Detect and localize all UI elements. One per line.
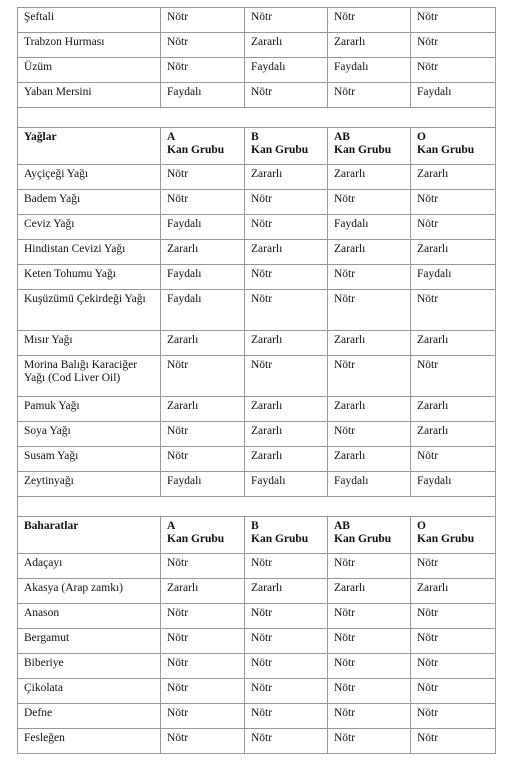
- rating-cell-ab: Nötr: [328, 729, 411, 754]
- rating-cell-o: Nötr: [411, 190, 496, 215]
- table-row: [18, 33, 496, 58]
- food-name-cell: Morina Balığı Karaciğer Yağı (Cod Liver Oil): [18, 356, 161, 397]
- header-line: Kan Grubu: [167, 533, 225, 545]
- header-cell-name: Baharatlar: [18, 517, 161, 554]
- rating-cell-a: Nötr: [161, 554, 245, 579]
- food-name-cell: Ayçiçeği Yağı: [18, 165, 161, 190]
- food-name-cell: Badem Yağı: [18, 190, 161, 215]
- table-row: [18, 331, 496, 356]
- table-row: [18, 729, 496, 754]
- rating-cell-o: Nötr: [411, 729, 496, 754]
- rating-cell-ab: Zararlı: [328, 33, 411, 58]
- food-name-cell: Trabzon Hurması: [18, 33, 161, 58]
- header-line: Kan Grubu: [417, 533, 475, 545]
- rating-cell-ab: Nötr: [328, 629, 411, 654]
- food-name-cell: Ceviz Yağı: [18, 215, 161, 240]
- food-name-cell: Bergamut: [18, 629, 161, 654]
- rating-cell-a: Nötr: [161, 654, 245, 679]
- table-row: [18, 356, 496, 397]
- rating-cell-a: Nötr: [161, 190, 245, 215]
- food-name-cell: Yaban Mersini: [18, 83, 161, 108]
- header-line: O: [417, 520, 426, 532]
- rating-cell-ab: Nötr: [328, 265, 411, 290]
- rating-cell-ab: Nötr: [328, 654, 411, 679]
- rating-cell-o: Nötr: [411, 604, 496, 629]
- rating-cell-a: Nötr: [161, 679, 245, 704]
- rating-cell-a: Nötr: [161, 8, 245, 33]
- table-row: [18, 265, 496, 290]
- food-name-cell: Akasya (Arap zamkı): [18, 579, 161, 604]
- food-name-cell: Pamuk Yağı: [18, 397, 161, 422]
- rating-cell-ab: Zararlı: [328, 447, 411, 472]
- rating-cell-o: Nötr: [411, 554, 496, 579]
- table-row: [18, 422, 496, 447]
- rating-cell-b: Zararlı: [245, 240, 328, 265]
- rating-cell-b: Zararlı: [245, 579, 328, 604]
- rating-cell-a: Faydalı: [161, 290, 245, 331]
- rating-cell-b: Nötr: [245, 190, 328, 215]
- table-row: [18, 554, 496, 579]
- food-name-cell: Keten Tohumu Yağı: [18, 265, 161, 290]
- rating-cell-ab: Nötr: [328, 356, 411, 397]
- table-body: [18, 8, 496, 754]
- rating-cell-b: Zararlı: [245, 422, 328, 447]
- rating-cell-a: Faydalı: [161, 215, 245, 240]
- table-row: [18, 629, 496, 654]
- rating-cell-b: Nötr: [245, 704, 328, 729]
- rating-cell-a: Nötr: [161, 604, 245, 629]
- food-name-cell: Çikolata: [18, 679, 161, 704]
- food-name-cell: Biberiye: [18, 654, 161, 679]
- rating-cell-ab: Zararlı: [328, 397, 411, 422]
- rating-cell-o: Zararlı: [411, 397, 496, 422]
- rating-cell-ab: Zararlı: [328, 579, 411, 604]
- rating-cell-ab: Nötr: [328, 8, 411, 33]
- rating-cell-b: Zararlı: [245, 33, 328, 58]
- rating-cell-ab: Nötr: [328, 604, 411, 629]
- section-spacer-row: [18, 497, 496, 517]
- rating-cell-o: Nötr: [411, 356, 496, 397]
- table-row: [18, 579, 496, 604]
- table-row: [18, 165, 496, 190]
- header-line: O: [417, 131, 426, 143]
- rating-cell-b: Nötr: [245, 83, 328, 108]
- rating-cell-b: Zararlı: [245, 447, 328, 472]
- food-name-cell: Soya Yağı: [18, 422, 161, 447]
- food-name-cell: Şeftali: [18, 8, 161, 33]
- food-name-cell: Kuşüzümü Çekirdeği Yağı: [18, 290, 161, 331]
- table-row: [18, 215, 496, 240]
- rating-cell-a: Nötr: [161, 356, 245, 397]
- header-cell-o: [411, 128, 496, 165]
- header-cell-a: [161, 517, 245, 554]
- table-row: [18, 240, 496, 265]
- rating-cell-b: Zararlı: [245, 331, 328, 356]
- rating-cell-a: Zararlı: [161, 331, 245, 356]
- section-spacer-row: [18, 108, 496, 128]
- rating-cell-a: Nötr: [161, 58, 245, 83]
- rating-cell-b: Nötr: [245, 629, 328, 654]
- document-page: [17, 7, 496, 754]
- header-line: B: [251, 520, 259, 532]
- rating-cell-ab: Zararlı: [328, 165, 411, 190]
- section-header-row: [18, 128, 496, 165]
- rating-cell-b: Nötr: [245, 729, 328, 754]
- header-cell-ab: [328, 128, 411, 165]
- table-row: [18, 397, 496, 422]
- rating-cell-o: Zararlı: [411, 165, 496, 190]
- rating-cell-o: Zararlı: [411, 240, 496, 265]
- rating-cell-ab: Nötr: [328, 679, 411, 704]
- header-line: Kan Grubu: [417, 144, 475, 156]
- food-name-cell: Zeytinyağı: [18, 472, 161, 497]
- rating-cell-b: Nötr: [245, 215, 328, 240]
- food-name-cell: Fesleğen: [18, 729, 161, 754]
- table-row: [18, 290, 496, 331]
- rating-cell-ab: Nötr: [328, 554, 411, 579]
- table-row: [18, 604, 496, 629]
- header-line: Kan Grubu: [334, 533, 392, 545]
- rating-cell-o: Nötr: [411, 215, 496, 240]
- food-name-cell: Hindistan Cevizi Yağı: [18, 240, 161, 265]
- header-cell-b: [245, 128, 328, 165]
- table-row: [18, 472, 496, 497]
- food-name-cell: Adaçayı: [18, 554, 161, 579]
- rating-cell-o: Faydalı: [411, 472, 496, 497]
- header-cell-ab: [328, 517, 411, 554]
- rating-cell-b: Nötr: [245, 654, 328, 679]
- rating-cell-a: Faydalı: [161, 472, 245, 497]
- table-row: [18, 654, 496, 679]
- rating-cell-a: Zararlı: [161, 579, 245, 604]
- rating-cell-a: Nötr: [161, 33, 245, 58]
- rating-cell-a: Nötr: [161, 629, 245, 654]
- rating-cell-ab: Faydalı: [328, 58, 411, 83]
- rating-cell-b: Nötr: [245, 679, 328, 704]
- header-cell-b: [245, 517, 328, 554]
- rating-cell-b: Nötr: [245, 554, 328, 579]
- table-row: [18, 704, 496, 729]
- rating-cell-a: Faydalı: [161, 265, 245, 290]
- rating-cell-ab: Zararlı: [328, 331, 411, 356]
- header-cell-o: [411, 517, 496, 554]
- header-line: B: [251, 131, 259, 143]
- rating-cell-o: Nötr: [411, 447, 496, 472]
- rating-cell-a: Faydalı: [161, 83, 245, 108]
- rating-cell-ab: Nötr: [328, 83, 411, 108]
- rating-cell-b: Nötr: [245, 604, 328, 629]
- rating-cell-b: Nötr: [245, 290, 328, 331]
- table-row: [18, 447, 496, 472]
- rating-cell-ab: Faydalı: [328, 215, 411, 240]
- rating-cell-o: Zararlı: [411, 422, 496, 447]
- table-row: [18, 8, 496, 33]
- rating-cell-o: Faydalı: [411, 83, 496, 108]
- rating-cell-a: Zararlı: [161, 240, 245, 265]
- table-row: [18, 83, 496, 108]
- rating-cell-a: Nötr: [161, 422, 245, 447]
- header-line: Kan Grubu: [251, 533, 309, 545]
- rating-cell-o: Nötr: [411, 704, 496, 729]
- header-line: Kan Grubu: [334, 144, 392, 156]
- rating-cell-b: Faydalı: [245, 58, 328, 83]
- spacer-cell: [18, 108, 496, 128]
- header-line: AB: [334, 520, 350, 532]
- rating-cell-ab: Faydalı: [328, 472, 411, 497]
- rating-cell-ab: Nötr: [328, 422, 411, 447]
- rating-cell-b: Zararlı: [245, 165, 328, 190]
- rating-cell-o: Nötr: [411, 290, 496, 331]
- rating-cell-a: Nötr: [161, 704, 245, 729]
- rating-cell-b: Nötr: [245, 356, 328, 397]
- header-line: AB: [334, 131, 350, 143]
- header-line: A: [167, 131, 176, 143]
- header-line: A: [167, 520, 176, 532]
- header-cell-a: [161, 128, 245, 165]
- food-name-cell: Anason: [18, 604, 161, 629]
- table-row: [18, 679, 496, 704]
- rating-cell-o: Nötr: [411, 33, 496, 58]
- rating-cell-b: Faydalı: [245, 472, 328, 497]
- rating-cell-a: Nötr: [161, 729, 245, 754]
- rating-cell-ab: Nötr: [328, 704, 411, 729]
- spacer-cell: [18, 497, 496, 517]
- table-row: [18, 58, 496, 83]
- rating-cell-o: Faydalı: [411, 265, 496, 290]
- rating-cell-o: Zararlı: [411, 331, 496, 356]
- rating-cell-o: Nötr: [411, 654, 496, 679]
- rating-cell-a: Zararlı: [161, 397, 245, 422]
- rating-cell-ab: Nötr: [328, 290, 411, 331]
- blood-type-food-table: [17, 7, 496, 754]
- header-line: Kan Grubu: [251, 144, 309, 156]
- rating-cell-b: Zararlı: [245, 397, 328, 422]
- rating-cell-o: Nötr: [411, 679, 496, 704]
- rating-cell-b: Nötr: [245, 8, 328, 33]
- rating-cell-b: Nötr: [245, 265, 328, 290]
- food-name-cell: Üzüm: [18, 58, 161, 83]
- rating-cell-ab: Zararlı: [328, 240, 411, 265]
- rating-cell-a: Nötr: [161, 165, 245, 190]
- food-name-cell: Susam Yağı: [18, 447, 161, 472]
- rating-cell-o: Nötr: [411, 629, 496, 654]
- rating-cell-o: Zararlı: [411, 579, 496, 604]
- food-name-cell: Defne: [18, 704, 161, 729]
- table-row: [18, 190, 496, 215]
- rating-cell-o: Nötr: [411, 8, 496, 33]
- rating-cell-a: Nötr: [161, 447, 245, 472]
- header-line: Kan Grubu: [167, 144, 225, 156]
- section-header-row: [18, 517, 496, 554]
- food-name-cell: Mısır Yağı: [18, 331, 161, 356]
- rating-cell-ab: Nötr: [328, 190, 411, 215]
- header-cell-name: Yağlar: [18, 128, 161, 165]
- rating-cell-o: Nötr: [411, 58, 496, 83]
